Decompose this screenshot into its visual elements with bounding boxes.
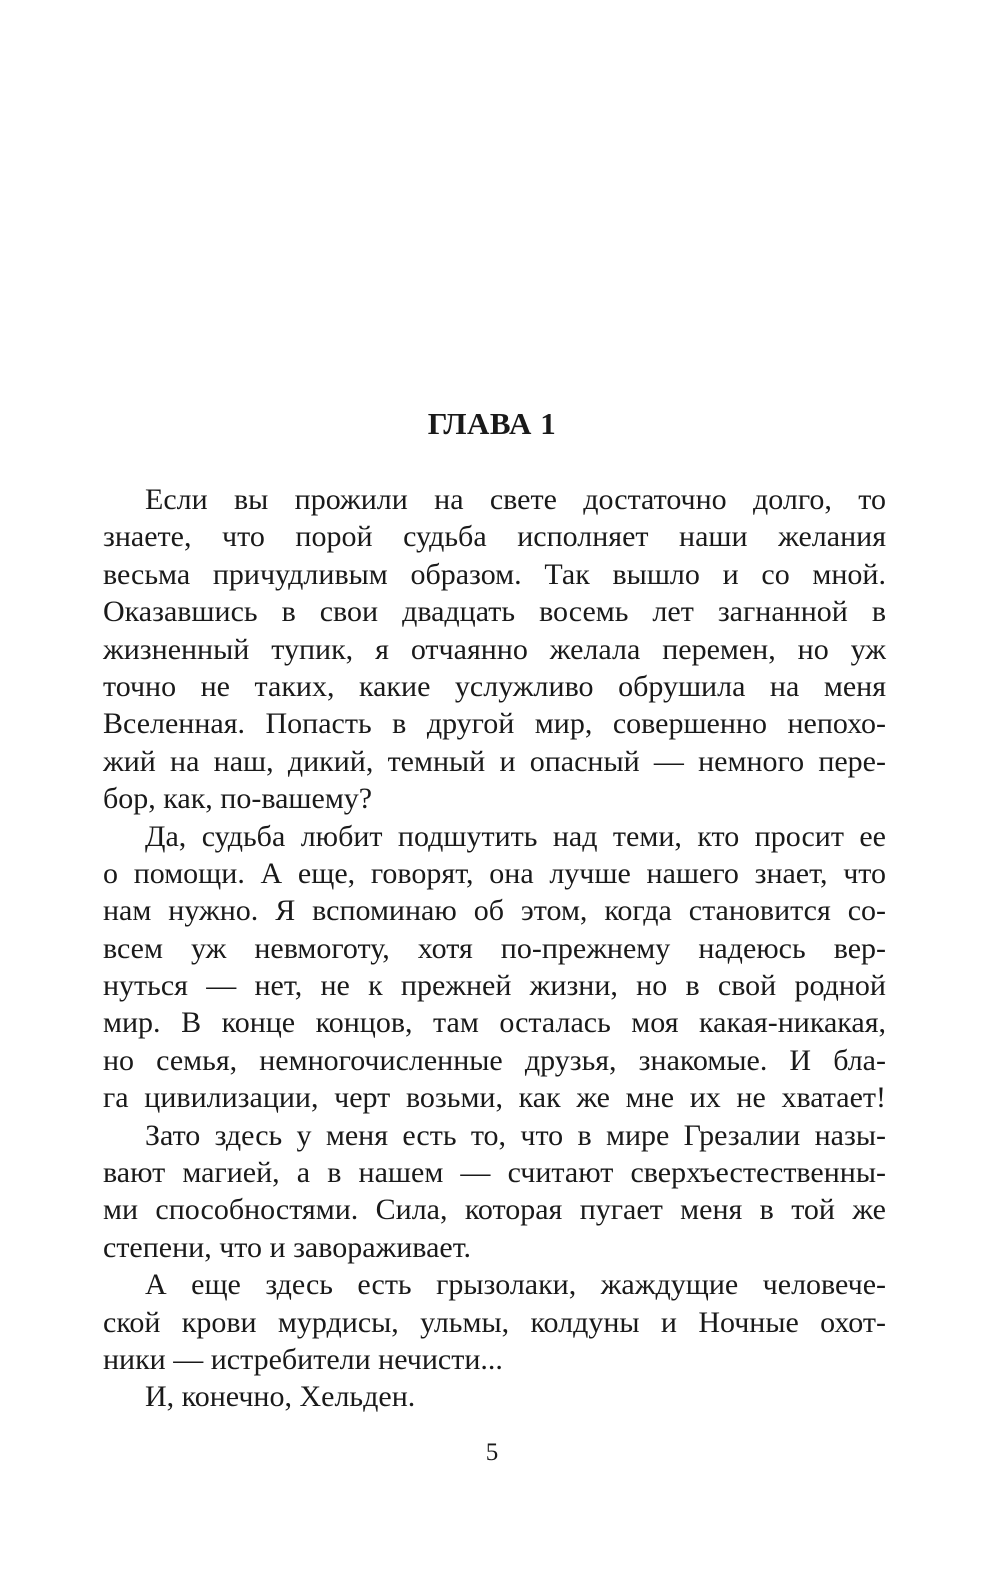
text-line: ской крови мурдисы, ульмы, колдуны и Ночные охот- bbox=[103, 1305, 886, 1339]
paragraph bbox=[103, 1378, 886, 1415]
text-line: А еще здесь есть грызолаки, жаждущие человече- bbox=[145, 1268, 886, 1302]
text-line: Вселенная. Попасть в другой мир, совершенно непохо- bbox=[103, 707, 886, 741]
text-line: мир. В конце концов, там осталась моя какая-никакая, bbox=[103, 1006, 886, 1040]
text-line: Да, судьба любит подшутить над теми, кто просит ее bbox=[145, 819, 886, 853]
text-line: степени, что и завораживает. bbox=[103, 1230, 472, 1264]
text-line: всем уж невмоготу, хотя по-прежнему надеюсь вер- bbox=[103, 931, 886, 965]
text-line: ми способностями. Сила, которая пугает меня в той же bbox=[103, 1193, 886, 1227]
paragraph bbox=[103, 1266, 886, 1378]
text-line: нуться — нет, не к прежней жизни, но в свой родной bbox=[103, 969, 886, 1003]
text-line: Зато здесь у меня есть то, что в мире Грезалии назы- bbox=[145, 1118, 886, 1152]
text-line: Если вы прожили на свете достаточно долго, то bbox=[145, 483, 886, 516]
paragraph bbox=[103, 818, 886, 1117]
text-line: точно не таких, какие услужливо обрушила на меня bbox=[103, 669, 886, 703]
chapter-title: ГЛАВА 1 bbox=[427, 406, 557, 441]
paragraph bbox=[103, 481, 886, 818]
paragraph bbox=[103, 1117, 886, 1267]
page-number: 5 bbox=[485, 1439, 499, 1466]
text-line: вают магией, а в нашем — считают сверхъестественны- bbox=[103, 1156, 886, 1190]
text-line: но семья, немногочисленные друзья, знакомые. И бла- bbox=[103, 1043, 886, 1077]
text-line: знаете, что порой судьба исполняет наши желания bbox=[103, 520, 886, 554]
text-line: жизненный тупик, я отчаянно желала перемен, но уж bbox=[103, 632, 886, 666]
text-line: о помощи. А еще, говорят, она лучше нашего знает, что bbox=[103, 856, 886, 890]
text-line: И, конечно, Хельден. bbox=[145, 1380, 416, 1414]
chapter-body bbox=[103, 481, 886, 1416]
text-line: Оказавшись в свои двадцать восемь лет загнанной в bbox=[103, 595, 886, 629]
text-line: весьма причудливым образом. Так вышло и со мной. bbox=[103, 557, 886, 591]
text-line: бор, как, по-вашему? bbox=[103, 782, 373, 816]
text-line: жий на наш, дикий, темный и опасный — немного пере- bbox=[103, 744, 886, 778]
text-line: ники — истребители нечисти... bbox=[103, 1342, 503, 1376]
text-line: нам нужно. Я вспоминаю об этом, когда становится со- bbox=[103, 894, 886, 928]
text-line: га цивилизации, черт возьми, как же мне их не хватает! bbox=[103, 1081, 886, 1115]
